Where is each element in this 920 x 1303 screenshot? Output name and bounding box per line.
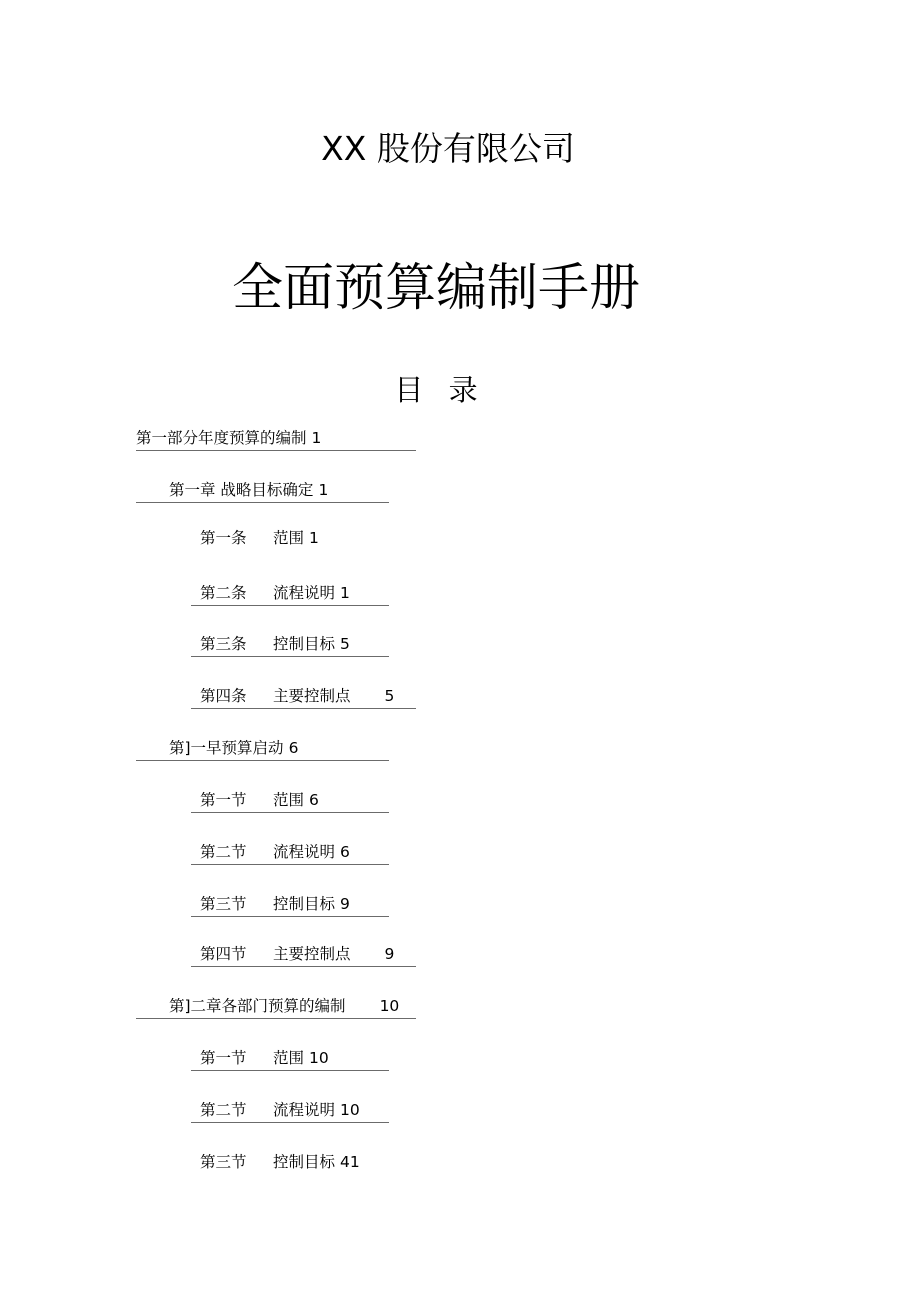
toc-entry-number: 第二条 — [200, 584, 247, 602]
toc-entry-chapter-1[interactable] — [136, 480, 389, 503]
toc-entry-number: 第四节 — [200, 945, 247, 963]
toc-entry-title: 主要控制点 — [273, 687, 351, 705]
document-title: 全面预算编制手册 — [231, 259, 640, 318]
toc-entry-title: 控制目标 — [273, 895, 336, 913]
toc-entry-part-1[interactable] — [136, 428, 416, 451]
toc-entry-number: 第三条 — [200, 635, 247, 653]
toc-entry-page: 1 — [311, 429, 322, 447]
toc-entry-page: 1 — [309, 529, 319, 547]
toc-entry-page: 10 — [309, 1049, 329, 1067]
toc-entry-number: 第三节 — [200, 895, 247, 913]
toc-entry-title: 范围 — [273, 529, 305, 547]
toc-entry-section-3[interactable] — [191, 894, 389, 917]
toc-entry-title: 流程说明 — [273, 584, 336, 602]
toc-heading: 目 录 — [394, 373, 486, 407]
toc-entry-number: 第一节 — [200, 1049, 247, 1067]
toc-entry-title: 范围 — [273, 791, 305, 809]
toc-entry-page: 41 — [340, 1153, 360, 1171]
toc-entry-section-2[interactable] — [191, 842, 389, 865]
toc-entry-title: 第一章 战略目标确定 — [169, 481, 314, 499]
toc-entry-page: 10 — [379, 997, 400, 1015]
toc-entry-number: 第二节 — [200, 843, 247, 861]
toc-entry-page: 9 — [384, 945, 395, 963]
toc-entry-section-3b[interactable] — [191, 1152, 389, 1174]
toc-entry-title: 主要控制点 — [273, 945, 351, 963]
toc-entry-page: 1 — [340, 584, 350, 602]
toc-entry-title: 第]二章各部门预算的编制 — [169, 997, 346, 1015]
toc-entry-title: 第]一早预算启动 — [169, 739, 284, 757]
toc-entry-article-4[interactable] — [191, 686, 416, 709]
toc-entry-article-2[interactable] — [191, 583, 389, 606]
toc-entry-title: 流程说明 — [273, 843, 336, 861]
toc-entry-section-1[interactable] — [191, 790, 389, 813]
toc-entry-number: 第一条 — [200, 529, 247, 547]
toc-entry-page: 10 — [340, 1101, 360, 1119]
toc-entry-number: 第三节 — [200, 1153, 247, 1171]
toc-entry-number: 第一节 — [200, 791, 247, 809]
toc-entry-page: 6 — [340, 843, 350, 861]
toc-entry-number: 第四条 — [200, 687, 247, 705]
toc-entry-section-1b[interactable] — [191, 1048, 389, 1071]
toc-entry-title: 控制目标 — [273, 1153, 336, 1171]
toc-entry-title: 第一部分年度预算的编制 — [136, 429, 307, 447]
toc-entry-chapter-2[interactable] — [136, 738, 389, 761]
toc-entry-page: 6 — [309, 791, 319, 809]
toc-entry-section-4[interactable] — [191, 944, 416, 967]
toc-entry-number: 第二节 — [200, 1101, 247, 1119]
toc-entry-title: 控制目标 — [273, 635, 336, 653]
toc-entry-page: 9 — [340, 895, 350, 913]
toc-entry-article-3[interactable] — [191, 634, 389, 657]
toc-entry-page: 5 — [340, 635, 350, 653]
toc-entry-section-2b[interactable] — [191, 1100, 389, 1123]
toc-entry-page: 6 — [288, 739, 299, 757]
toc-entry-page: 1 — [318, 481, 329, 499]
toc-entry-article-1[interactable] — [191, 528, 389, 550]
company-name: XX 股份有限公司 — [321, 129, 575, 168]
toc-entry-page: 5 — [384, 687, 395, 705]
toc-entry-title: 范围 — [273, 1049, 305, 1067]
toc-entry-title: 流程说明 — [273, 1101, 336, 1119]
toc-entry-chapter-3[interactable] — [136, 996, 416, 1019]
